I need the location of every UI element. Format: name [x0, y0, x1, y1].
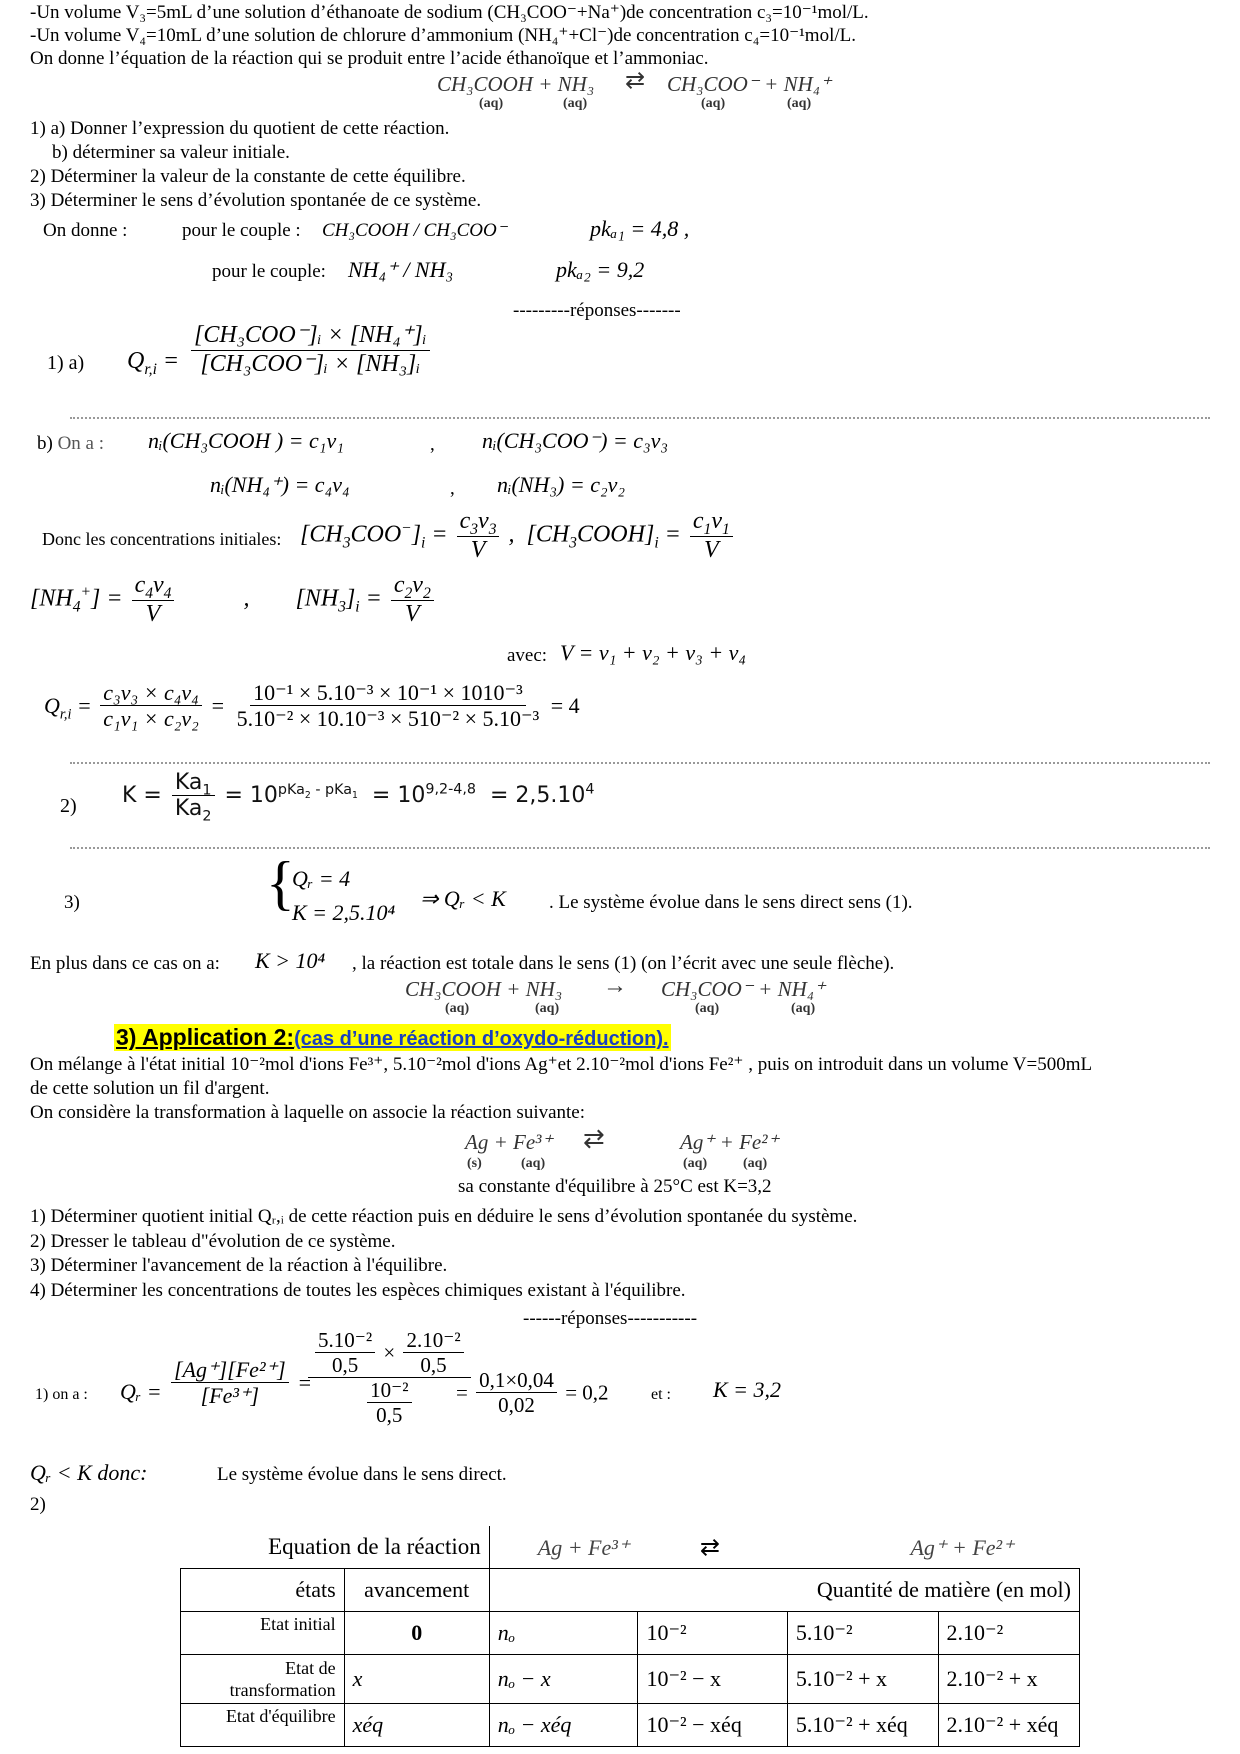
qr-less-than-k	[30, 1462, 147, 1484]
table-row	[181, 1612, 1080, 1655]
k-equals: K = 3,2	[713, 1377, 782, 1402]
table-equation-label: Equation de la réaction	[181, 1526, 490, 1569]
frac-den: c₁v₁ × c₂v₂	[103, 706, 199, 732]
evolution-table	[180, 1526, 1080, 1747]
quotient-numerator: [CH₃COO⁻]ᵢ × [NH₄⁺]ᵢ	[191, 322, 430, 351]
fraction: $\frac{c_2v_2}{V}$	[391, 572, 434, 628]
fraction: $\frac{Ka_1}{Ka_2}$	[172, 770, 215, 822]
aq-label: (aq)	[683, 1156, 708, 1171]
app2-line-1: On mélange à l'état initial 10⁻²mol d'ions Fe³⁺, 5.10⁻²mol d'ions Ag⁺et 2.10⁻²mol d'ions Fe²⁺ , puis on introduit dans un volume V=500mL	[30, 1054, 1093, 1075]
table-row	[181, 1704, 1080, 1747]
label-on-a: On a :	[57, 433, 105, 454]
frac-den: [Fe³⁺]	[200, 1383, 260, 1409]
question-2: 2) Déterminer la valeur de la constante de cette équilibre.	[30, 166, 466, 187]
answer-3-label: 3)	[64, 892, 80, 913]
answer-1b-label	[37, 433, 104, 455]
redox-compound-fraction	[305, 1328, 474, 1428]
conc-ammonium: $[NH_4^+]$ = $\frac{c_4v_4}{V}$ , $[NH_3]_i$ = $\frac{c_2v_2}{V}$	[30, 572, 437, 628]
pka-2: pkₐ₂ = 9,2	[556, 257, 645, 282]
redox-conclusion: Le système évolue dans le sens direct.	[217, 1464, 507, 1485]
aq-label: (aq)	[445, 1001, 470, 1016]
et-label: et :	[651, 1386, 671, 1403]
cell-fe3: 10⁻² − xéq	[638, 1704, 787, 1747]
comma: ,	[450, 478, 455, 499]
frac-den: 0,5	[376, 1403, 403, 1428]
direction-conclusion: . Le système évolue dans le sens direct sens (1).	[549, 892, 913, 913]
aq-label: (aq)	[787, 96, 812, 111]
answers-header-1: ---------réponses-------	[513, 300, 681, 321]
separator-dotted	[70, 762, 1210, 764]
equation-total-left: CH₃COOH + NH₃	[405, 977, 563, 1001]
separator-dotted	[70, 847, 1210, 849]
redox-left: Ag + Fe³⁺	[465, 1130, 553, 1154]
app2-line-3: On considère la transformation à laquelle on associe la réaction suivante:	[30, 1102, 586, 1123]
title-sub: (cas d’une réaction d’oxydo-réduction).	[294, 1028, 669, 1050]
answers-header-2: ------réponses-----------	[523, 1308, 698, 1329]
moles-ammonium: nᵢ(NH₄⁺) = c₄v₄	[210, 472, 350, 497]
quotient-value: $Q_{r,i}$ = $\frac{\text{c₃v₃ × c₄v₄}}{\text{c₁v₁ × c₂v₂}}$ = $\frac{\text{10⁻¹ × 5.10⁻³ × 10⁻¹ × 1010⁻³}}{\text{5.10⁻² × 10.10⁻³ × 510⁻² × 5.10⁻³}}$ = 4	[44, 680, 580, 732]
quotient-numeric-fraction	[234, 680, 543, 732]
table-equation	[489, 1526, 1079, 1569]
reaction-equation-1	[437, 68, 837, 116]
fraction	[403, 1328, 463, 1377]
frac-num: 10⁻²	[367, 1378, 411, 1403]
brace-icon: {	[266, 850, 295, 916]
quotient-expression	[188, 322, 433, 378]
k-value: K = 2,5.10⁴	[292, 900, 396, 925]
equation-1-left: CH₃COOH + NH₃	[437, 72, 595, 96]
fraction: $\frac{\text{5.10⁻²}}{0,5}$ × $\frac{\text{2.10⁻²}}{0,5}$ $\frac{\text{10⁻²}}{0,5}$	[308, 1328, 471, 1428]
question-2-1: 1) Déterminer quotient initial Qᵣ,ᵢ de cette réaction puis en déduire le sens d’évolution spontanée du système.	[30, 1206, 858, 1227]
double-arrow-icon: ⇄	[583, 1124, 605, 1153]
intro-line-2: -Un volume V₄=10mL d’une solution de chlorure d’ammonium (NH₄⁺+Cl⁻)de concentration c₄=10⁻¹mol/L.	[30, 25, 856, 46]
couple-2-label: pour le couple:	[212, 261, 326, 282]
question-2-2: 2) Dresser le tableau d"évolution de ce système.	[30, 1231, 396, 1252]
solid-label: (s)	[467, 1156, 482, 1171]
plus-condition: K > 10⁴	[255, 948, 326, 973]
cell-ag: nₒ − x	[489, 1655, 638, 1704]
conc-acetate: $[CH_3COO^-]_i$ = $\frac{c_3v_3}{V}$ , $[CH_3COOH]_i$ = $\frac{c_1v_1}{V}$	[300, 508, 736, 564]
couple-1-label: pour le couple :	[182, 220, 301, 241]
total-volume: V = v₁ + v₂ + v₃ + v₄	[560, 640, 747, 665]
equilibrium-constant-formula: K = $\frac{Ka_1}{Ka_2}$ = $10^{pKa_2 - pKa_1} = 10^{9,2-4,8} = 2,5.10^4$	[122, 770, 595, 825]
answer-2-1-label: 1) on a :	[35, 1386, 88, 1403]
equation-total-right: CH₃COO⁻ + NH₄⁺	[661, 977, 826, 1001]
concentrations-label: Donc les concentrations initiales:	[42, 529, 282, 549]
app2-line-2: de cette solution un fil d'argent.	[30, 1078, 270, 1099]
table-row	[181, 1655, 1080, 1704]
redox-right: Ag⁺ + Fe²⁺	[680, 1130, 779, 1154]
aq-label: (aq)	[695, 1001, 720, 1016]
title-main: 3) Application 2:	[116, 1024, 295, 1050]
fraction: $\frac{c_3v_3}{V}$	[457, 508, 500, 564]
frac-num: 0,1×0,04	[476, 1368, 557, 1393]
cell-agplus: 5.10⁻²	[787, 1612, 938, 1655]
redox-numeric: = $\frac{0,1\times 0,04}{0,02}$ = 0,2	[456, 1368, 609, 1418]
frac-den: 0,5	[331, 1353, 359, 1378]
pka-1: pkₐ₁ = 4,8 ,	[590, 216, 690, 241]
couple-2: NH₄⁺ / NH₃	[348, 257, 454, 282]
comparison: Qᵣ < K donc:	[30, 1460, 148, 1485]
table-eq-left: Ag + Fe³⁺	[537, 1534, 630, 1560]
frac-num: [Ag⁺][Fe²⁺]	[171, 1357, 289, 1383]
table-row	[181, 1569, 1080, 1612]
plus-text-2: , la réaction est totale dans le sens (1) (on l’écrit avec une seule flèche).	[352, 953, 895, 974]
frac-den: 0,5	[420, 1353, 447, 1378]
question-2-3: 3) Déterminer l'avancement de la réaction à l'équilibre.	[30, 1255, 448, 1276]
fraction	[476, 1368, 557, 1417]
redox-equation	[465, 1124, 795, 1174]
question-2-4: 4) Déterminer les concentrations de toutes les espèces chimiques existant à l'équilibre.	[30, 1280, 686, 1301]
quotient-lhs: $Q_{r,i}$ =	[127, 348, 180, 378]
aq-label: (aq)	[521, 1156, 546, 1171]
aq-label: (aq)	[791, 1001, 816, 1016]
given-label: On donne :	[43, 220, 128, 241]
cell-fe2: 2.10⁻²	[938, 1612, 1079, 1655]
header-avancement: avancement	[344, 1569, 489, 1612]
quotient-symbol: Q	[127, 348, 145, 374]
quotient-fraction	[191, 322, 430, 378]
frac-num: 5.10⁻²	[315, 1328, 375, 1353]
cell-agplus: 5.10⁻² + xéq	[787, 1704, 938, 1747]
frac-den: 0,02	[498, 1393, 535, 1418]
double-arrow-icon: ⇄	[625, 68, 646, 94]
couple-1: CH₃COOH / CH₃COO⁻	[322, 220, 507, 241]
label-b: b)	[37, 433, 53, 454]
double-arrow-icon: ⇄	[699, 1534, 720, 1561]
fraction	[315, 1328, 375, 1377]
frac-num: c₃v₃ × c₄v₄	[100, 680, 202, 706]
question-1b: b) déterminer sa valeur initiale.	[52, 142, 290, 163]
cell-fe2: 2.10⁻² + x	[938, 1655, 1079, 1704]
question-3: 3) Déterminer le sens d’évolution spontanée de ce système.	[30, 190, 482, 211]
row-etat: Etat initial	[181, 1612, 345, 1655]
equilibrium-constant-text: sa constante d'équilibre à 25°C est K=3,2	[458, 1176, 772, 1197]
aq-label: (aq)	[701, 96, 726, 111]
cell-ag: nₒ − xéq	[489, 1704, 638, 1747]
row-etat: Etat d'équilibre	[181, 1704, 345, 1747]
intro-line-3: On donne l’équation de la réaction qui se produit entre l’acide éthanoïque et l’ammoniac.	[30, 48, 709, 69]
aq-label: (aq)	[563, 96, 588, 111]
frac-num: 2.10⁻²	[403, 1328, 463, 1353]
redox-quotient-expression: $\frac{\text{[Ag⁺][Fe²⁺]}}{\text{[Fe³⁺]}}$ =	[168, 1357, 312, 1409]
answer-2-2-label: 2)	[30, 1494, 46, 1515]
intro-line-1: -Un volume V₃=5mL d’une solution d’éthanoate de sodium (CH₃COO⁻+Na⁺)de concentration c₃=10⁻¹mol/L.	[30, 2, 869, 23]
quotient-denominator: [CH₃COO⁻]ᵢ × [NH₃]ᵢ	[200, 350, 421, 377]
aq-label: (aq)	[535, 1001, 560, 1016]
comparison-system	[266, 850, 396, 930]
row-avancement: xéq	[344, 1704, 489, 1747]
table-eq-right: Ag⁺ + Fe²⁺	[910, 1534, 1014, 1560]
comma: ,	[430, 434, 435, 455]
answer-2-label: 2)	[60, 795, 77, 817]
row-avancement: 0	[344, 1612, 489, 1655]
plus-text-1: En plus dans ce cas on a:	[30, 953, 220, 974]
question-1a: 1) a) Donner l’expression du quotient de cette réaction.	[30, 118, 450, 139]
separator-dotted	[70, 417, 1210, 419]
fraction: $\frac{c_1v_1}{V}$	[690, 508, 733, 564]
moles-ammonia: nᵢ(NH₃) = c₂v₂	[497, 472, 626, 497]
answer-1a-label: 1) a)	[47, 352, 85, 374]
arrow-right-icon: →	[603, 973, 627, 999]
aq-label: (aq)	[743, 1156, 768, 1171]
frac-num: 10⁻¹ × 5.10⁻³ × 10⁻¹ × 1010⁻³	[250, 680, 526, 706]
quotient-result: = 4	[550, 692, 580, 718]
moles-acetate: nᵢ(CH₃COO⁻) = c₃v₃	[482, 428, 669, 453]
qr-result: = 0,2	[565, 1380, 609, 1405]
fraction	[367, 1378, 411, 1427]
quotient-symbolic-fraction	[100, 680, 202, 732]
row-etat: Etat de transformation	[181, 1655, 345, 1704]
cell-fe3: 10⁻²	[638, 1612, 787, 1655]
cell-agplus: 5.10⁻² + x	[787, 1655, 938, 1704]
moles-acetic-acid: nᵢ(CH₃COOH ) = c₁v₁	[148, 428, 344, 453]
aq-label: (aq)	[479, 96, 504, 111]
table-row	[181, 1526, 1080, 1569]
avec-label: avec:	[507, 645, 548, 666]
application-2-title	[114, 1024, 671, 1051]
fraction	[171, 1357, 289, 1409]
cell-fe2: 2.10⁻² + xéq	[938, 1704, 1079, 1747]
reaction-equation-total	[405, 973, 855, 1021]
header-etats: états	[181, 1569, 345, 1612]
row-avancement: x	[344, 1655, 489, 1704]
implication: ⇒ Qᵣ < K	[420, 886, 506, 911]
cell-fe3: 10⁻² − x	[638, 1655, 787, 1704]
cell-ag: nₒ	[489, 1612, 638, 1655]
header-quantite: Quantité de matière (en mol)	[489, 1569, 1079, 1612]
fraction: $\frac{c_4v_4}{V}$	[132, 572, 175, 628]
qr-value: Qᵣ = 4	[292, 866, 351, 891]
equation-1-right: CH₃COO⁻ + NH₄⁺	[667, 72, 832, 96]
frac-den: 5.10⁻² × 10.10⁻³ × 510⁻² × 5.10⁻³	[236, 706, 540, 732]
qr-symbol: Qᵣ =	[120, 1379, 162, 1404]
